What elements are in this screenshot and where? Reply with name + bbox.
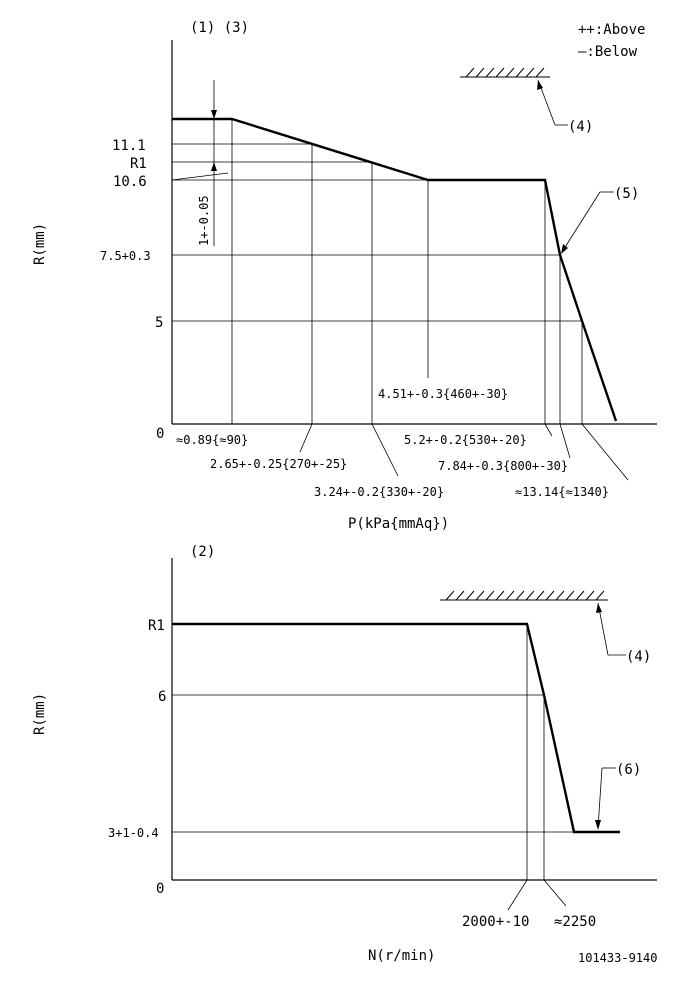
ytick-0: 0 xyxy=(156,426,165,442)
annotation-6: (6) xyxy=(616,762,642,778)
annotation-4-arrow-bottom xyxy=(596,603,602,613)
xtick-4-51: 4.51+-0.3{460+-30} xyxy=(378,387,509,401)
legend-below: —:Below xyxy=(578,44,638,60)
legend-above: ++:Above xyxy=(578,22,646,38)
leader-7-84 xyxy=(560,424,570,458)
xtick-5-2: 5.2+-0.2{530+-20} xyxy=(404,433,527,447)
xtick-3-24: 3.24+-0.2{330+-20} xyxy=(314,485,445,499)
ytick-r1: R1 xyxy=(130,156,147,172)
pressure-chart-xlabel: P(kPa{mmAq}) xyxy=(348,516,450,532)
leader-2-65 xyxy=(300,424,312,452)
xtick-13-14: ≈13.14{≈1340} xyxy=(515,485,609,499)
speed-chart-xlabel: N(r/min) xyxy=(368,948,436,964)
speed-chart-ylabel: R(mm) xyxy=(32,692,48,735)
ytick-6: 6 xyxy=(158,689,167,705)
ytick-0-bottom: 0 xyxy=(156,881,165,897)
ytick-3: 3+1-0.4 xyxy=(108,826,159,840)
annotation-6-leader xyxy=(598,768,602,828)
pressure-curve xyxy=(172,119,616,421)
xtick-2-65: 2.65+-0.25{270+-25} xyxy=(210,457,348,471)
leader-13-14 xyxy=(582,424,628,480)
annotation-4-top: (4) xyxy=(568,119,594,135)
pressure-chart xyxy=(32,20,657,532)
tolerance-arrow-down xyxy=(211,110,217,119)
annotation-4-bottom: (4) xyxy=(626,649,652,665)
annotation-5-leader xyxy=(562,192,600,252)
stopper-hatch-top xyxy=(460,68,550,77)
ytick-10-6: 10.6 xyxy=(113,174,147,190)
tolerance-arrow-up xyxy=(211,162,217,171)
pressure-chart-ylabel: R(mm) xyxy=(32,222,48,265)
annotation-5-arrow xyxy=(561,244,568,254)
tolerance-label: 1+-0.05 xyxy=(197,195,211,246)
ytick-11-1: 11.1 xyxy=(112,138,146,154)
ytick-7-5: 7.5+0.3 xyxy=(100,249,151,263)
pressure-chart-title: (1) (3) xyxy=(190,20,250,36)
leader-5-2 xyxy=(545,424,552,436)
xtick-2000: 2000+-10 xyxy=(462,914,530,930)
speed-curve xyxy=(172,624,620,832)
xtick-7-84: 7.84+-0.3{800+-30} xyxy=(438,459,569,473)
tolerance-leader xyxy=(172,173,228,180)
leader-2250 xyxy=(544,880,566,906)
leader-3-24 xyxy=(372,424,398,476)
annotation-4-arrow-top xyxy=(537,80,543,90)
xtick-0-89: ≈0.89{≈90} xyxy=(176,433,249,447)
ytick-5: 5 xyxy=(155,315,164,331)
annotation-5: (5) xyxy=(614,186,640,202)
leader-2000 xyxy=(508,880,527,910)
xtick-2250: ≈2250 xyxy=(554,914,597,930)
speed-chart-title: (2) xyxy=(190,544,216,560)
speed-chart xyxy=(32,544,657,964)
stopper-hatch-bottom xyxy=(440,591,608,600)
annotation-6-arrow xyxy=(595,820,601,830)
ytick-r1-bottom: R1 xyxy=(148,618,165,634)
drawing-number: 101433-9140 xyxy=(578,951,658,965)
